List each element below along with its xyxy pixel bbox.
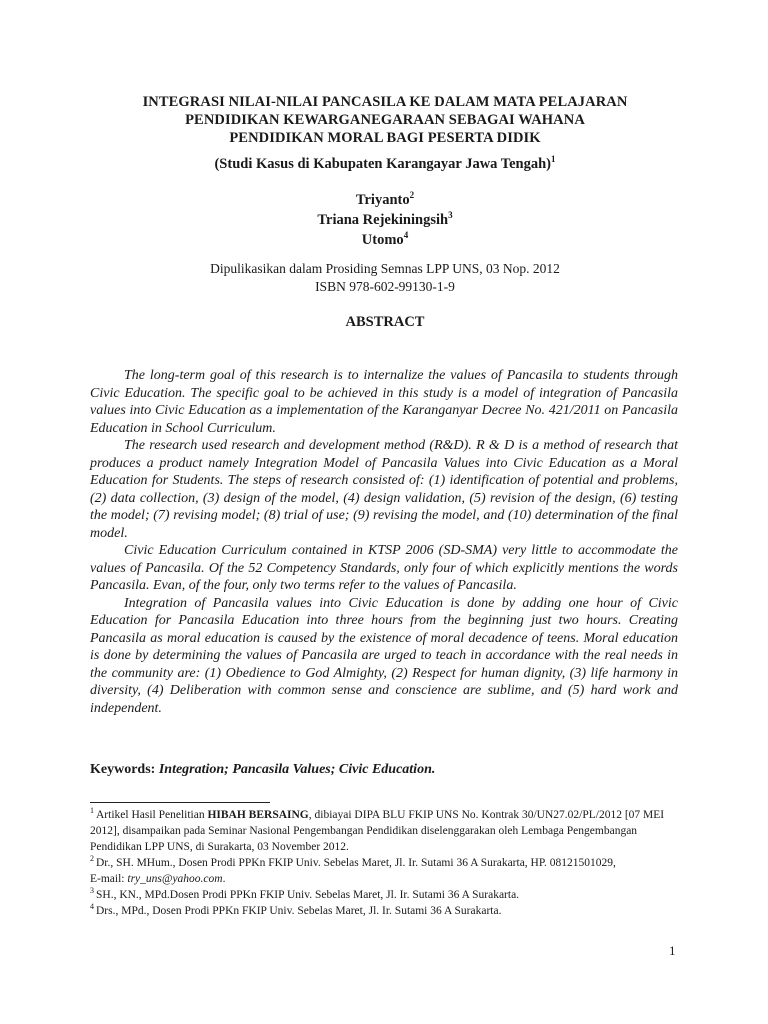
footnote-1 — [90, 807, 685, 855]
author — [90, 210, 680, 230]
publication-venue: Dipulikasikan dalam Prosiding Semnas LPP UNS, 03 Nop. 2012 — [210, 261, 560, 276]
author-name: Triana Rejekiningsih — [317, 212, 449, 228]
footnote-text: , dibiayai DIPA BLU FKIP UNS No. Kontrak 30/UN27.02/PL/2012 [07 MEI 2012], disampaikan pada Seminar Nasional Pengembangan Pendidikan diselenggarakan oleh Lembaga Pengembangan Pendidikan LPP UNS, di Surakarta, 03 November 2012. — [90, 809, 665, 853]
email-end: . — [222, 873, 226, 885]
footnote-number: 1 — [90, 806, 94, 816]
footnote-text: SH., KN., MPd.Dosen Prodi PPKn FKIP Univ. Sebelas Maret, Jl. Ir. Sutami 36 A Surakarta. — [96, 889, 520, 901]
footnote-text: Drs., MPd., Dosen Prodi PPKn FKIP Univ. Sebelas Maret, Jl. Ir. Sutami 36 A Surakarta. — [96, 905, 502, 917]
footnote-number: 2 — [90, 854, 94, 864]
publication-info — [90, 260, 680, 296]
author-footnote-ref[interactable]: 2 — [409, 190, 415, 201]
author-footnote-ref[interactable]: 3 — [448, 210, 453, 221]
author — [90, 230, 680, 250]
email-label: E-mail: — [90, 873, 128, 885]
paper-title — [90, 93, 680, 147]
author-name: Triyanto — [355, 192, 410, 208]
footnote-bold-text: HIBAH BERSAING — [207, 809, 309, 821]
title-line: INTEGRASI NILAI-NILAI PANCASILA KE DALAM MATA PELAJARAN — [142, 94, 628, 110]
footnote-3 — [90, 887, 685, 903]
abstract-paragraph: The research used research and development method (R&D). R & D is a method of research that produces a product namely Integration Model of Pancasila Values into Civic Education as a Moral Education for Students. The steps of research consisted of: (1) identification of potential and problems, (2) data collection, (3) design of the model, (4) design validation, (5) revision of the design, (6) testing the model; (7) revising model; (8) trial of use; (9) revising the model, and (10) determination of the final model. — [90, 438, 678, 541]
title-line: PENDIDIKAN KEWARGANEGARAAN SEBAGAI WAHANA — [185, 112, 585, 128]
footnote-text: Dr., SH. MHum., Dosen Prodi PPKn FKIP Univ. Sebelas Maret, Jl. Ir. Sutami 36 A Surakarta, HP. 08121501029, — [96, 857, 616, 869]
footnotes — [90, 807, 685, 919]
footnote-text: Artikel Hasil Penelitian — [96, 809, 208, 821]
footnote-4 — [90, 903, 685, 919]
author-list — [90, 190, 680, 250]
author-footnote-ref[interactable]: 4 — [403, 230, 409, 241]
abstract-heading: ABSTRACT — [345, 314, 425, 330]
footnote-divider — [90, 802, 270, 803]
keywords — [90, 762, 435, 778]
keywords-values: Integration; Pancasila Values; Civic Education. — [158, 762, 436, 777]
abstract-paragraph: Integration of Pancasila values into Civic Education is done by adding one hour of Civic Education for Pancasila Education into three hours from the beginning just two hours. Creating Pancasila as moral education is caused by the existence of moral decadence of teens. Moral education is done by determining the values of Pancasila are urged to teach in accordance with the real needs in the community are: (1) Obedience to God Almighty, (2) Respect for human dignity, (3) life harmony in diversity, (4) Deliberation with common sense and conscience are sublime, and (5) hard work and independent. — [90, 595, 678, 716]
keywords-label: Keywords: — [90, 762, 156, 777]
footnote-2 — [90, 855, 685, 887]
title-line: PENDIDIKAN MORAL BAGI PESERTA DIDIK — [229, 130, 541, 146]
email-link[interactable]: try_uns@yahoo.com — [127, 873, 223, 885]
abstract-paragraph: Civic Education Curriculum contained in KTSP 2006 (SD-SMA) very little to accommodate the values of Pancasila. Of the 52 Competency Standards, only four of which explicitly mentions the words Pancasila. Evan, of the four, only two terms refer to the values of Pancasila. — [90, 543, 678, 593]
isbn: ISBN 978-602-99130-1-9 — [315, 279, 455, 294]
author-name: Utomo — [361, 232, 404, 248]
paper-subtitle — [90, 155, 680, 173]
page-number: 1 — [669, 943, 676, 958]
author — [90, 190, 680, 210]
footnote-number: 3 — [90, 886, 94, 896]
subtitle-footnote-ref[interactable]: 1 — [551, 154, 556, 165]
abstract-body — [90, 367, 678, 717]
subtitle-text: (Studi Kasus di Kabupaten Karangayar Jawa Tengah) — [214, 156, 552, 172]
footnote-number: 4 — [90, 902, 94, 912]
abstract-paragraph: The long-term goal of this research is to internalize the values of Pancasila to students through Civic Education. The specific goal to be achieved in this study is a model of integration of Pancasila values into Civic Education as a implementation of the Karanganyar Decree No. 421/2011 on Pancasila Education in School Curriculum. — [90, 368, 678, 436]
